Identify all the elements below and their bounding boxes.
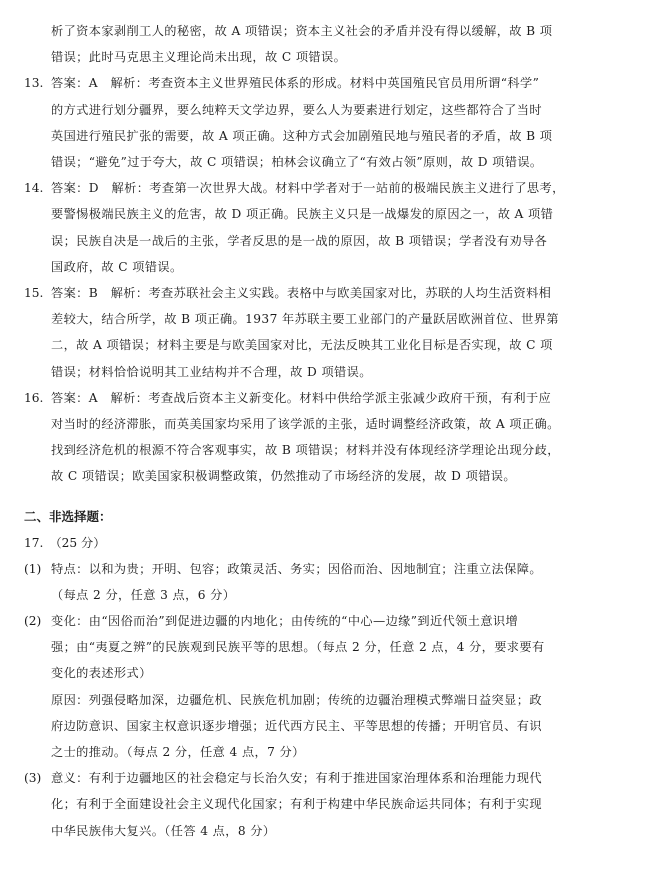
answer-text: [51, 385, 560, 490]
sub-answer-text: [51, 608, 545, 765]
text-line: 找到经济危机的根源不符合客观事实，故 B 项错误；材料并没有体现经济学理论出现分歧，: [51, 443, 560, 458]
answer-item-13: [24, 70, 613, 175]
text-line: 析了资本家剥削工人的秘密，故 A 项错误；资本主义社会的矛盾并没有得以缓解，故 B 项: [51, 24, 553, 38]
sub-number: (2): [24, 614, 42, 629]
text-line: 要警惕极端民族主义的危害，故 D 项正确。民族主义只是一战爆发的原因之一，故 A 项错: [51, 207, 554, 222]
text-line: 答案：D 解析：考查第一次世界大战。材料中学者对于一站前的极端民族主义进行了思考，: [51, 181, 565, 196]
text-line: 答案：A 解析：考查资本主义世界殖民体系的形成。材料中英国殖民官员用所谓“科学”: [51, 76, 540, 91]
sub-answer-text: [51, 765, 542, 844]
sub-answer-3: [24, 765, 613, 844]
sub-answer-text: [51, 556, 542, 608]
answer-text: [51, 70, 552, 175]
answer-item-16: [24, 385, 613, 490]
text-line: 错误；“避免”过于夸大，故 C 项错误；柏林会议确立了“有效占领”原则，故 D 项错误。: [51, 155, 543, 170]
sub-answer-2: [24, 608, 613, 765]
item-number: 14.: [24, 181, 44, 196]
text-line: 强；由“夷夏之辨”的民族观到民族平等的思想。（每点 2 分，任意 2 点，4 分，要求要有: [51, 640, 545, 655]
text-line: 中华民族伟大复兴。（任答 4 点，8 分）: [51, 823, 276, 838]
text-line: 化；有利于全面建设社会主义现代化国家；有利于构建中华民族命运共同体；有利于实现: [51, 797, 542, 812]
text-line: 原因：列强侵略加深，边疆危机、民族危机加剧；传统的边疆治理模式弊端日益突显；政: [51, 692, 542, 707]
answer-item-14: [24, 175, 613, 280]
text-line: 变化的表述形式）: [51, 666, 152, 681]
text-line: 之士的推动。（每点 2 分，任意 4 点，7 分）: [51, 745, 305, 760]
text-line: 故 C 项错误；欧美国家积极调整政策，仍然推动了市场经济的发展，故 D 项错误。: [51, 469, 516, 484]
question-17-header: 17. （25 分）: [24, 535, 106, 550]
text-line: 对当时的经济滞胀，而英美国家均采用了该学派的主张，适时调整经济政策，故 A 项正确。: [51, 417, 560, 432]
item-number: 15.: [24, 286, 44, 301]
text-line: 差较大，结合所学，故 B 项正确。1937 年苏联主要工业部门的产量跃居欧洲首位、世界第: [51, 312, 559, 327]
text-line: 的方式进行划分疆界，要么纯粹天文学边界，要么人为要素进行划定，这些都符合了当时: [51, 102, 542, 117]
text-line: 错误；材料恰恰说明其工业结构并不合理，故 D 项错误。: [51, 364, 372, 379]
section-title: 二、非选择题：: [24, 508, 112, 524]
text-line: 答案：B 解析：考查苏联社会主义实践。表格中与欧美国家对比，苏联的人均生活资料相: [51, 286, 552, 301]
text-line: 错误；此时马克思主义理论尚未出现，故 C 项错误。: [51, 50, 347, 65]
text-line: （每点 2 分，任意 3 点，6 分）: [51, 587, 236, 602]
text-line: 答案：A 解析：考查战后资本主义新变化。材料中供给学派主张减少政府干预，有利于应: [51, 390, 552, 405]
answer-item-15: [24, 280, 613, 385]
text-line: 英国进行殖民扩张的需要，故 A 项正确。这种方式会加剧殖民地与殖民者的矛盾，故 B 项: [51, 128, 553, 143]
item-number: 13.: [24, 76, 44, 91]
answer-text: [51, 280, 559, 385]
text-line: 二，故 A 项错误；材料主要是与欧美国家对比，无法反映其工业化目标是否实现，故 C 项: [51, 338, 553, 353]
text-line: 误；民族自决是一战后的主张，学者反思的是一战的原因，故 B 项错误；学者没有劝导各: [51, 233, 548, 248]
sub-number: (3): [24, 771, 42, 786]
answer-text: [51, 175, 565, 280]
text-line: 国政府，故 C 项错误。: [51, 259, 183, 274]
item-number: 16.: [24, 390, 44, 405]
text-line: 府边防意识、国家主权意识逐步增强；近代西方民主、平等思想的传播；开明官员、有识: [51, 718, 542, 733]
sub-answer-1: [24, 556, 613, 608]
sub-number: (1): [24, 561, 42, 576]
text-line: 意义：有利于边疆地区的社会稳定与长治久安；有利于推进国家治理体系和治理能力现代: [51, 771, 542, 786]
text-line: 变化：由“因俗而治”到促进边疆的内地化；由传统的“中心—边缘”到近代领土意识增: [51, 614, 519, 629]
text-line: 特点：以和为贵；开明、包容；政策灵活、务实；因俗而治、因地制宜；注重立法保障。: [51, 561, 542, 576]
